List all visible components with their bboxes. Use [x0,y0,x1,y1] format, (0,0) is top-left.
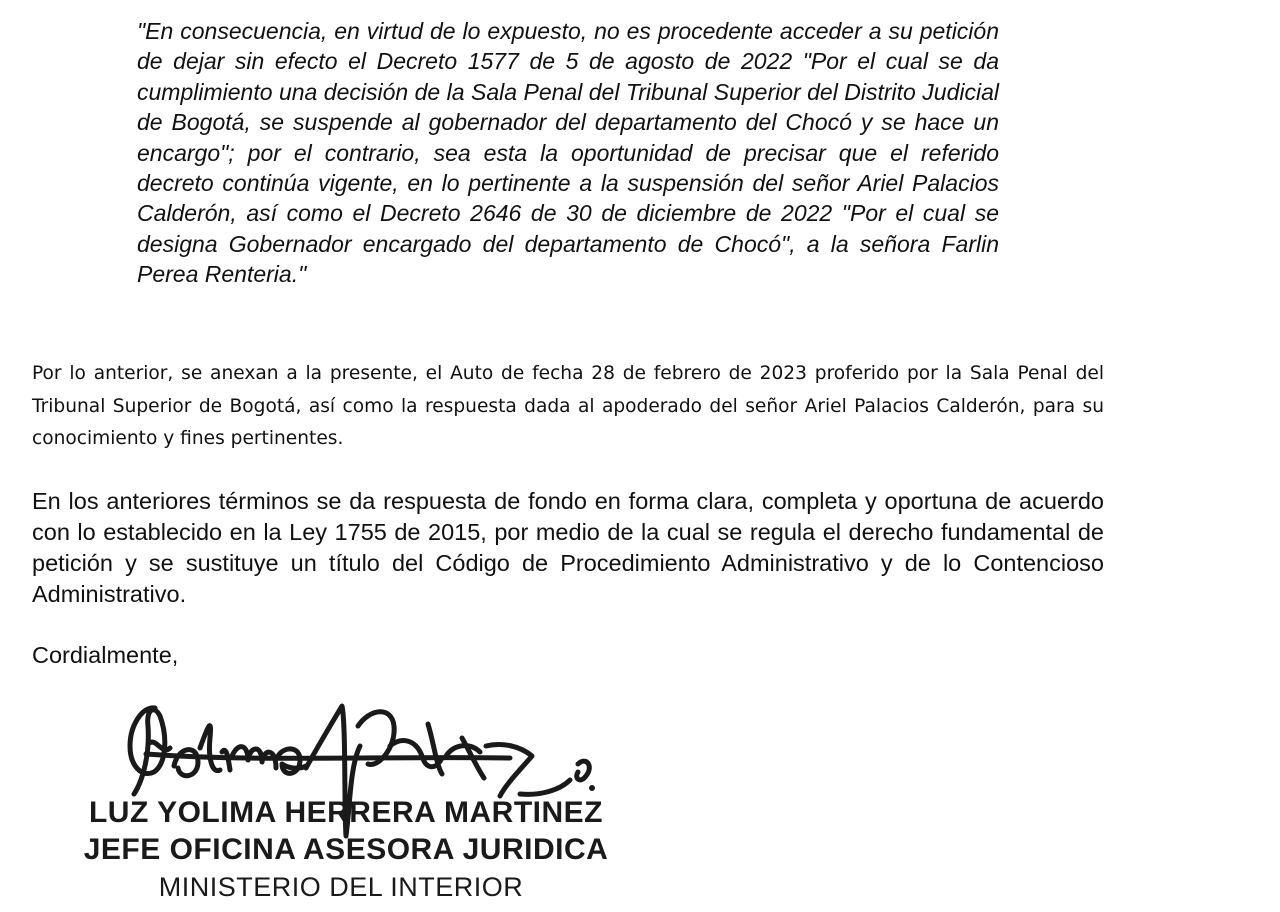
signatory-name: LUZ YOLIMA HERRERA MARTINEZ [88,796,604,829]
handwritten-signature [50,686,642,912]
quoted-decision: "En consecuencia, en virtud de lo expuesto, no es procedente acceder a su petición de dejar sin efecto el Decreto 1577 de 5 de agosto de 2022 "Por el cual se da cumplimiento una decisión de la Sala Penal del Tribunal Superior del Distrito Judicial de Bogotá, se suspende al gobernador del departamento del Chocó y se hace un encargo"; por el contrario, sea esta la oportunidad de precisar que el referido decreto continúa vigente, en lo pertinente a la suspensión del señor Ariel Palacios Calderón, así como el Decreto 2646 de 30 de diciembre de 2022 "Por el cual se designa Gobernador encargado del departamento de Chocó", a la señora Farlin Perea Renteria." [137,18,999,288]
signature-block [50,686,642,912]
terms-paragraph: En los anteriores términos se da respuesta de fondo en forma clara, completa y oportuna de acuerdo con lo establecido en la Ley 1755 de 2015, por medio de la cual se regula el derecho fundamental de petición y se sustituye un título del Código de Procedimiento Administrativo y de lo Contencioso Administrativo. [32,488,1104,607]
signatory-title: JEFE OFICINA ASESORA JURIDICA [83,833,609,866]
annex-paragraph: Por lo anterior, se anexan a la presente, el Auto de fecha 28 de febrero de 2023 proferido por la Sala Penal del Tribunal Superior de Bogotá, así como la respuesta dada al apoderado del señor Ariel Palacios Calderón, para su conocimiento y fines pertinentes. [32,363,1104,449]
signatory-organization: MINISTERIO DEL INTERIOR [158,872,524,902]
closing-salutation: Cordialmente, [32,642,179,668]
